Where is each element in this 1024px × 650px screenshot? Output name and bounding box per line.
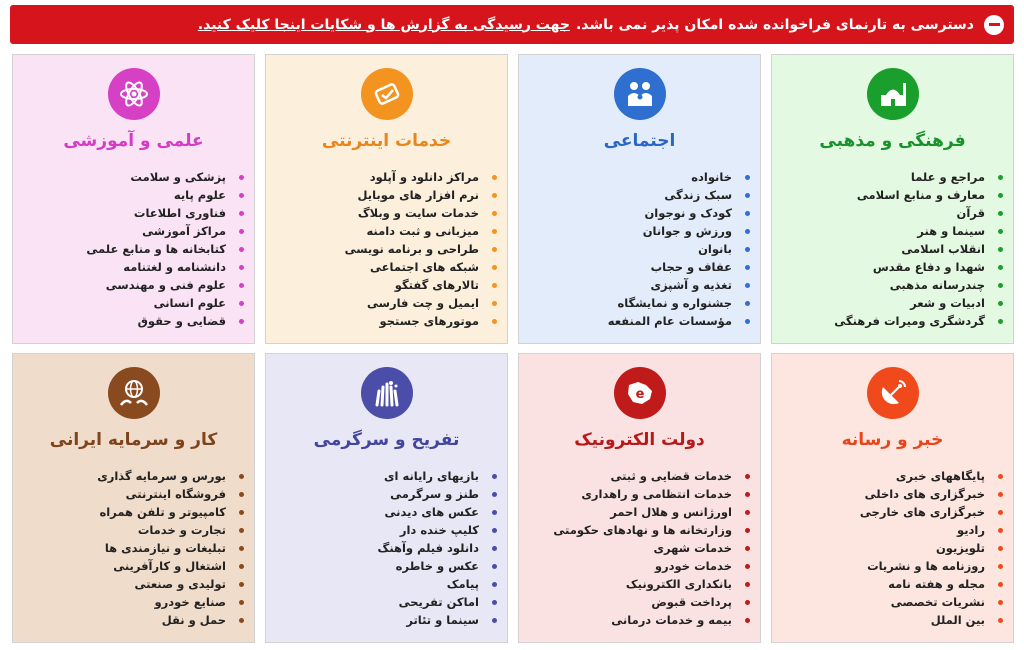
blocked-access-banner (10, 5, 1014, 44)
category-card-news-media (771, 353, 1014, 643)
category-title[interactable]: علمی و آموزشی (63, 131, 204, 151)
category-link[interactable]: میزبانی و ثبت دامنه (276, 222, 479, 240)
svg-text:e: e (635, 387, 644, 402)
category-link[interactable]: پایگاههای خبری (782, 467, 985, 485)
banner-message: دسترسی به تارنمای فراخوانده شده امکان پذیر نمی باشد. (575, 16, 974, 33)
category-link[interactable]: انقلاب اسلامی (782, 240, 985, 258)
bullet-dot (745, 582, 750, 587)
category-link[interactable]: بازیهای رایانه ای (276, 467, 479, 485)
bullet-dot (745, 474, 750, 479)
bullet-dot (492, 301, 497, 306)
category-link[interactable]: چندرسانه مذهبی (782, 276, 985, 294)
bullet-dot (239, 229, 244, 234)
bullet-dot (745, 175, 750, 180)
bullet-dot (239, 582, 244, 587)
bullet-dot (239, 319, 244, 324)
category-link[interactable]: دانلود فیلم وآهنگ (276, 539, 479, 557)
category-link[interactable]: شبکه های اجتماعی (276, 258, 479, 276)
bullet-dot (998, 582, 1003, 587)
category-link[interactable]: پزشکی و سلامت (23, 168, 226, 186)
satellite-dish-icon[interactable] (867, 367, 919, 419)
category-link[interactable]: روزنامه ها و نشریات (782, 557, 985, 575)
category-link[interactable]: سینما و هنر (782, 222, 985, 240)
bullet-dot (492, 319, 497, 324)
bullet-dot (239, 175, 244, 180)
bullet-dot (998, 283, 1003, 288)
bullet-dot (239, 193, 244, 198)
bullet-dot (998, 319, 1003, 324)
bullet-dot (745, 229, 750, 234)
bullet-dot (239, 265, 244, 270)
bullet-dot (745, 301, 750, 306)
bullet-dot (492, 211, 497, 216)
category-link[interactable]: قضایی و حقوق (23, 312, 226, 330)
bullet-dot (745, 546, 750, 551)
atom-icon[interactable] (108, 68, 160, 120)
category-links (266, 467, 507, 629)
bullet-dot (998, 618, 1003, 623)
category-link[interactable]: پیامک (276, 575, 479, 593)
category-link[interactable]: تالارهای گفتگو (276, 276, 479, 294)
category-title[interactable]: خدمات اینترنتی (321, 131, 452, 151)
category-card-business-capital (12, 353, 255, 643)
category-link[interactable]: ادبیات و شعر (782, 294, 985, 312)
category-link[interactable]: خدمات خودرو (529, 557, 732, 575)
bullet-dot (745, 211, 750, 216)
category-link[interactable]: بانکداری الکترونیک (529, 575, 732, 593)
bullet-dot (998, 510, 1003, 515)
bullet-dot (745, 265, 750, 270)
bullet-dot (998, 175, 1003, 180)
bullet-dot (239, 600, 244, 605)
category-link[interactable]: نشریات تخصصی (782, 593, 985, 611)
bullet-dot (998, 564, 1003, 569)
category-link[interactable]: علوم انسانی (23, 294, 226, 312)
bullet-dot (745, 283, 750, 288)
bullet-dot (492, 600, 497, 605)
bullet-dot (239, 283, 244, 288)
category-link[interactable]: تجارت و خدمات (23, 521, 226, 539)
category-link[interactable]: پرداخت قبوض (529, 593, 732, 611)
category-link[interactable]: اشتغال و کارآفرینی (23, 557, 226, 575)
bullet-dot (239, 247, 244, 252)
category-link[interactable]: حمل و نقل (23, 611, 226, 629)
bullet-dot (492, 193, 497, 198)
bullet-dot (998, 474, 1003, 479)
bullet-dot (998, 301, 1003, 306)
category-link[interactable]: ورزش و جوانان (529, 222, 732, 240)
category-card-entertainment (265, 353, 508, 643)
category-link[interactable]: رادیو (782, 521, 985, 539)
complaint-report-link[interactable]: جهت رسیدگی به گزارش ها و شکایات اینجا کلیک کنید. (197, 16, 570, 33)
bullet-dot (492, 528, 497, 533)
bullet-dot (998, 492, 1003, 497)
bullet-dot (492, 474, 497, 479)
bullet-dot (492, 247, 497, 252)
bullet-dot (998, 247, 1003, 252)
bullet-dot (492, 546, 497, 551)
category-links (266, 168, 507, 330)
category-links (13, 467, 254, 629)
bullet-dot (745, 492, 750, 497)
category-card-cultural-religious (771, 54, 1014, 344)
category-links (519, 168, 760, 330)
category-link[interactable]: کامپیوتر و تلفن همراه (23, 503, 226, 521)
category-link[interactable]: مراکز دانلود و آپلود (276, 168, 479, 186)
bullet-dot (239, 492, 244, 497)
bullet-dot (998, 265, 1003, 270)
category-link[interactable]: وزارتخانه ها و نهادهای حکومتی (529, 521, 732, 539)
bullet-dot (745, 528, 750, 533)
category-card-internet-services (265, 54, 508, 344)
internet-services-icon[interactable] (361, 68, 413, 120)
category-link[interactable]: بیمه و خدمات درمانی (529, 611, 732, 629)
category-links (772, 168, 1013, 330)
category-link[interactable]: فناوری اطلاعات (23, 204, 226, 222)
category-link[interactable]: کتابخانه ها و منابع علمی (23, 240, 226, 258)
category-links (519, 467, 760, 629)
bullet-dot (239, 301, 244, 306)
bullet-dot (239, 564, 244, 569)
bullet-dot (998, 546, 1003, 551)
category-grid (12, 54, 1014, 643)
category-link[interactable]: خبرگزاری های داخلی (782, 485, 985, 503)
category-link[interactable]: ایمیل و چت فارسی (276, 294, 479, 312)
bullet-dot (492, 265, 497, 270)
bullet-dot (239, 211, 244, 216)
category-link[interactable]: خدمات قضایی و ثبتی (529, 467, 732, 485)
category-link[interactable]: معارف و منابع اسلامی (782, 186, 985, 204)
category-link[interactable]: عکس و خاطره (276, 557, 479, 575)
bullet-dot (239, 510, 244, 515)
category-link[interactable]: قرآن (782, 204, 985, 222)
bullet-dot (492, 510, 497, 515)
bullet-dot (998, 600, 1003, 605)
category-link[interactable]: اماکن تفریحی (276, 593, 479, 611)
bullet-dot (998, 229, 1003, 234)
category-link[interactable]: خدمات شهری (529, 539, 732, 557)
bullet-dot (239, 546, 244, 551)
no-entry-icon (984, 15, 1004, 35)
category-link[interactable]: فروشگاه اینترنتی (23, 485, 226, 503)
e-government-icon[interactable] (614, 367, 666, 419)
bullet-dot (745, 510, 750, 515)
category-link[interactable]: شهدا و دفاع مقدس (782, 258, 985, 276)
category-link[interactable]: عفاف و حجاب (529, 258, 732, 276)
bullet-dot (492, 283, 497, 288)
category-link[interactable]: مراکز آموزشی (23, 222, 226, 240)
bullet-dot (745, 247, 750, 252)
category-card-e-government (518, 353, 761, 643)
category-link[interactable]: خبرگزاری های خارجی (782, 503, 985, 521)
category-title[interactable]: تفریح و سرگرمی (313, 430, 460, 450)
category-link[interactable]: موتورهای جستجو (276, 312, 479, 330)
category-link[interactable]: سبک زندگی (529, 186, 732, 204)
category-link[interactable]: مجله و هفته نامه (782, 575, 985, 593)
category-title[interactable]: دولت الکترونیک (574, 430, 705, 450)
category-card-social (518, 54, 761, 344)
business-globe-icon[interactable] (108, 367, 160, 419)
category-link[interactable]: تولیدی و صنعتی (23, 575, 226, 593)
category-link[interactable]: بورس و سرمایه گذاری (23, 467, 226, 485)
bullet-dot (998, 193, 1003, 198)
category-link[interactable]: تغذیه و آشپزی (529, 276, 732, 294)
bullet-dot (998, 528, 1003, 533)
hands-up-icon[interactable] (361, 367, 413, 419)
category-link[interactable]: علوم پایه (23, 186, 226, 204)
family-icon[interactable] (614, 68, 666, 120)
category-title[interactable]: فرهنگی و مذهبی (819, 131, 966, 151)
category-link[interactable]: اورژانس و هلال احمر (529, 503, 732, 521)
category-link[interactable]: علوم فنی و مهندسی (23, 276, 226, 294)
bullet-dot (492, 175, 497, 180)
category-link[interactable]: کودک و نوجوان (529, 204, 732, 222)
bullet-dot (239, 528, 244, 533)
bullet-dot (998, 211, 1003, 216)
category-link[interactable]: صنایع خودرو (23, 593, 226, 611)
category-card-scientific-educational (12, 54, 255, 344)
category-link[interactable]: طنز و سرگرمی (276, 485, 479, 503)
category-link[interactable]: تبلیغات و نیازمندی ها (23, 539, 226, 557)
bullet-dot (239, 618, 244, 623)
category-link[interactable]: طراحی و برنامه نویسی (276, 240, 479, 258)
bullet-dot (239, 474, 244, 479)
category-link[interactable]: بین الملل (782, 611, 985, 629)
bullet-dot (745, 618, 750, 623)
category-link[interactable]: کلیپ خنده دار (276, 521, 479, 539)
category-link[interactable]: مؤسسات عام المنفعه (529, 312, 732, 330)
category-title[interactable]: خبر و رسانه (841, 430, 944, 450)
category-link[interactable]: بانوان (529, 240, 732, 258)
mosque-icon[interactable] (867, 68, 919, 120)
category-link[interactable]: خدمات سایت و وبلاگ (276, 204, 479, 222)
bullet-dot (492, 618, 497, 623)
category-link[interactable]: تلویزیون (782, 539, 985, 557)
category-link[interactable]: مراجع و علما (782, 168, 985, 186)
category-link[interactable]: جشنواره و نمایشگاه (529, 294, 732, 312)
category-title[interactable]: اجتماعی (603, 131, 676, 151)
category-link[interactable]: نرم افزار های موبایل (276, 186, 479, 204)
category-link[interactable]: خدمات انتظامی و راهداری (529, 485, 732, 503)
bullet-dot (745, 564, 750, 569)
category-link[interactable]: عکس های دیدنی (276, 503, 479, 521)
bullet-dot (492, 564, 497, 569)
bullet-dot (745, 319, 750, 324)
category-link[interactable]: گردشگری ومیرات فرهنگی (782, 312, 985, 330)
bullet-dot (745, 193, 750, 198)
category-link[interactable]: سینما و تئاتر (276, 611, 479, 629)
category-link[interactable]: خانواده (529, 168, 732, 186)
bullet-dot (492, 229, 497, 234)
category-link[interactable]: دانشنامه و لغتنامه (23, 258, 226, 276)
category-links (13, 168, 254, 330)
bullet-dot (745, 600, 750, 605)
category-title[interactable]: کار و سرمایه ایرانی (49, 430, 218, 450)
category-links (772, 467, 1013, 629)
bullet-dot (492, 582, 497, 587)
bullet-dot (492, 492, 497, 497)
